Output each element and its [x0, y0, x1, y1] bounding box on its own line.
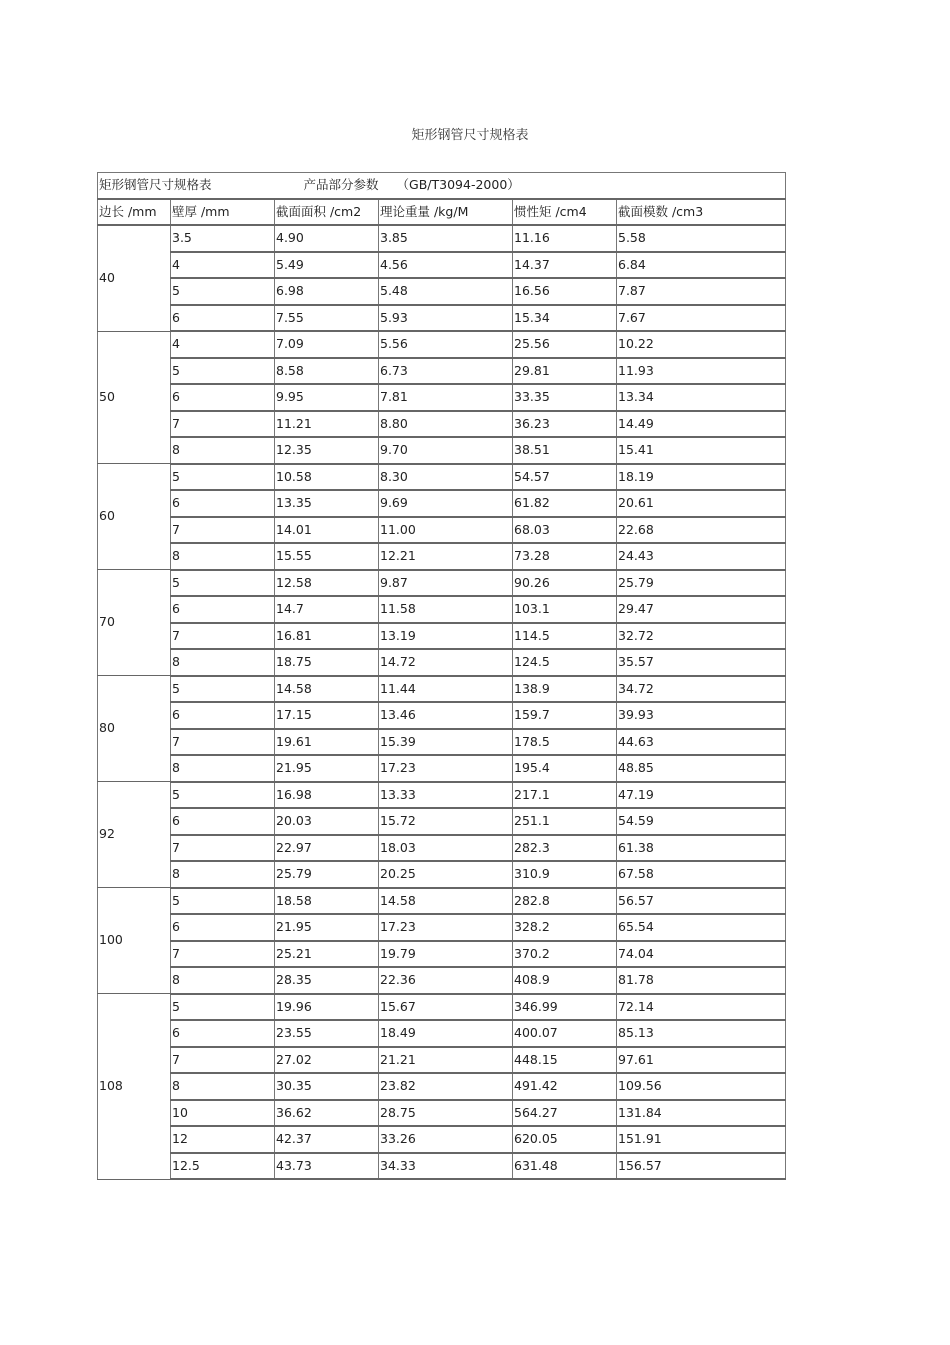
cell-area: 8.58 — [275, 358, 379, 385]
cell-inertia: 124.5 — [513, 649, 617, 676]
cell-inertia: 631.48 — [513, 1153, 617, 1180]
cell-inertia: 11.16 — [513, 225, 617, 252]
cell-side: 100 — [98, 888, 171, 994]
page-title: 矩形钢管尺寸规格表 — [411, 128, 529, 143]
cell-weight: 5.56 — [379, 331, 513, 358]
cell-modulus: 13.34 — [617, 384, 786, 411]
cell-side: 70 — [98, 570, 171, 676]
cell-area: 28.35 — [275, 967, 379, 994]
cell-thickness: 6 — [171, 384, 275, 411]
cell-inertia: 564.27 — [513, 1100, 617, 1127]
cell-side: 92 — [98, 782, 171, 888]
cell-thickness: 6 — [171, 808, 275, 835]
cell-thickness: 7 — [171, 941, 275, 968]
cell-inertia: 36.23 — [513, 411, 617, 438]
cell-thickness: 8 — [171, 649, 275, 676]
table-row — [98, 305, 786, 332]
cell-side: 108 — [98, 994, 171, 1180]
table-row — [98, 623, 786, 650]
cell-modulus: 22.68 — [617, 517, 786, 544]
cell-inertia: 33.35 — [513, 384, 617, 411]
header-weight: 理论重量 /kg/M — [379, 199, 513, 226]
cell-side: 60 — [98, 464, 171, 570]
cell-thickness: 7 — [171, 835, 275, 862]
table-row — [98, 967, 786, 994]
table-row — [98, 676, 786, 703]
cell-inertia: 68.03 — [513, 517, 617, 544]
cell-modulus: 7.87 — [617, 278, 786, 305]
table-row — [98, 596, 786, 623]
cell-weight: 9.70 — [379, 437, 513, 464]
table-row — [98, 437, 786, 464]
header-area: 截面面积 /cm2 — [275, 199, 379, 226]
cell-thickness: 6 — [171, 305, 275, 332]
cell-modulus: 109.56 — [617, 1073, 786, 1100]
cell-modulus: 85.13 — [617, 1020, 786, 1047]
cell-inertia: 217.1 — [513, 782, 617, 809]
cell-modulus: 72.14 — [617, 994, 786, 1021]
cell-weight: 34.33 — [379, 1153, 513, 1180]
cell-modulus: 29.47 — [617, 596, 786, 623]
cell-modulus: 44.63 — [617, 729, 786, 756]
cell-modulus: 67.58 — [617, 861, 786, 888]
cell-inertia: 282.3 — [513, 835, 617, 862]
cell-inertia: 73.28 — [513, 543, 617, 570]
cell-thickness: 6 — [171, 914, 275, 941]
cell-modulus: 54.59 — [617, 808, 786, 835]
cell-weight: 4.56 — [379, 252, 513, 279]
cell-modulus: 20.61 — [617, 490, 786, 517]
cell-area: 5.49 — [275, 252, 379, 279]
cell-area: 7.55 — [275, 305, 379, 332]
cell-inertia: 54.57 — [513, 464, 617, 491]
cell-modulus: 39.93 — [617, 702, 786, 729]
cell-area: 12.35 — [275, 437, 379, 464]
cell-modulus: 74.04 — [617, 941, 786, 968]
cell-area: 14.01 — [275, 517, 379, 544]
table-row — [98, 729, 786, 756]
cell-thickness: 8 — [171, 755, 275, 782]
cell-weight: 19.79 — [379, 941, 513, 968]
cell-weight: 6.73 — [379, 358, 513, 385]
cell-inertia: 310.9 — [513, 861, 617, 888]
cell-thickness: 7 — [171, 729, 275, 756]
cell-inertia: 195.4 — [513, 755, 617, 782]
cell-modulus: 35.57 — [617, 649, 786, 676]
cell-thickness: 7 — [171, 623, 275, 650]
cell-modulus: 10.22 — [617, 331, 786, 358]
header-inertia: 惯性矩 /cm4 — [513, 199, 617, 226]
cell-modulus: 151.91 — [617, 1126, 786, 1153]
cell-area: 18.58 — [275, 888, 379, 915]
caption-subtitle: 产品部分参数 — [303, 177, 379, 192]
cell-weight: 3.85 — [379, 225, 513, 252]
cell-weight: 8.30 — [379, 464, 513, 491]
header-side: 边长 /mm — [98, 199, 171, 226]
cell-inertia: 178.5 — [513, 729, 617, 756]
cell-modulus: 81.78 — [617, 967, 786, 994]
cell-inertia: 491.42 — [513, 1073, 617, 1100]
cell-thickness: 7 — [171, 517, 275, 544]
cell-thickness: 5 — [171, 888, 275, 915]
cell-modulus: 25.79 — [617, 570, 786, 597]
cell-inertia: 38.51 — [513, 437, 617, 464]
cell-area: 13.35 — [275, 490, 379, 517]
table-row — [98, 278, 786, 305]
cell-thickness: 12.5 — [171, 1153, 275, 1180]
cell-area: 10.58 — [275, 464, 379, 491]
table-row — [98, 835, 786, 862]
cell-weight: 33.26 — [379, 1126, 513, 1153]
cell-thickness: 7 — [171, 411, 275, 438]
cell-area: 19.61 — [275, 729, 379, 756]
cell-modulus: 61.38 — [617, 835, 786, 862]
cell-inertia: 159.7 — [513, 702, 617, 729]
cell-inertia: 14.37 — [513, 252, 617, 279]
cell-modulus: 65.54 — [617, 914, 786, 941]
cell-thickness: 8 — [171, 861, 275, 888]
cell-thickness: 8 — [171, 437, 275, 464]
cell-weight: 14.58 — [379, 888, 513, 915]
cell-weight: 21.21 — [379, 1047, 513, 1074]
cell-weight: 14.72 — [379, 649, 513, 676]
cell-weight: 18.03 — [379, 835, 513, 862]
cell-area: 43.73 — [275, 1153, 379, 1180]
cell-thickness: 6 — [171, 596, 275, 623]
cell-modulus: 47.19 — [617, 782, 786, 809]
cell-inertia: 103.1 — [513, 596, 617, 623]
cell-area: 42.37 — [275, 1126, 379, 1153]
cell-modulus: 11.93 — [617, 358, 786, 385]
table-row — [98, 1100, 786, 1127]
table-row — [98, 464, 786, 491]
cell-weight: 28.75 — [379, 1100, 513, 1127]
cell-modulus: 97.61 — [617, 1047, 786, 1074]
cell-modulus: 6.84 — [617, 252, 786, 279]
cell-thickness: 10 — [171, 1100, 275, 1127]
cell-thickness: 8 — [171, 543, 275, 570]
header-row — [98, 199, 786, 226]
cell-inertia: 15.34 — [513, 305, 617, 332]
cell-area: 7.09 — [275, 331, 379, 358]
cell-thickness: 6 — [171, 490, 275, 517]
table-row — [98, 1153, 786, 1180]
cell-weight: 15.39 — [379, 729, 513, 756]
table-row — [98, 861, 786, 888]
caption-table-name: 矩形钢管尺寸规格表 — [99, 177, 212, 192]
cell-weight: 11.58 — [379, 596, 513, 623]
cell-inertia: 400.07 — [513, 1020, 617, 1047]
cell-weight: 20.25 — [379, 861, 513, 888]
cell-modulus: 156.57 — [617, 1153, 786, 1180]
cell-area: 19.96 — [275, 994, 379, 1021]
table-row — [98, 331, 786, 358]
cell-thickness: 8 — [171, 967, 275, 994]
cell-area: 16.98 — [275, 782, 379, 809]
table-row — [98, 358, 786, 385]
cell-weight: 5.93 — [379, 305, 513, 332]
cell-inertia: 114.5 — [513, 623, 617, 650]
table-row — [98, 1047, 786, 1074]
cell-area: 25.79 — [275, 861, 379, 888]
cell-area: 36.62 — [275, 1100, 379, 1127]
cell-area: 30.35 — [275, 1073, 379, 1100]
table-row — [98, 252, 786, 279]
cell-inertia: 328.2 — [513, 914, 617, 941]
cell-modulus: 5.58 — [617, 225, 786, 252]
table-row — [98, 1073, 786, 1100]
cell-thickness: 6 — [171, 1020, 275, 1047]
cell-modulus: 131.84 — [617, 1100, 786, 1127]
table-row — [98, 702, 786, 729]
cell-inertia: 282.8 — [513, 888, 617, 915]
table-row — [98, 570, 786, 597]
cell-modulus: 56.57 — [617, 888, 786, 915]
cell-modulus: 34.72 — [617, 676, 786, 703]
cell-weight: 7.81 — [379, 384, 513, 411]
cell-modulus: 24.43 — [617, 543, 786, 570]
cell-thickness: 6 — [171, 702, 275, 729]
spec-table-body — [98, 173, 786, 1180]
table-caption — [98, 173, 786, 199]
cell-weight: 17.23 — [379, 914, 513, 941]
cell-modulus: 7.67 — [617, 305, 786, 332]
cell-thickness: 8 — [171, 1073, 275, 1100]
table-row — [98, 1020, 786, 1047]
cell-area: 25.21 — [275, 941, 379, 968]
header-modulus: 截面模数 /cm3 — [617, 199, 786, 226]
table-row — [98, 782, 786, 809]
table-row — [98, 755, 786, 782]
cell-modulus: 18.19 — [617, 464, 786, 491]
cell-weight: 15.67 — [379, 994, 513, 1021]
cell-weight: 22.36 — [379, 967, 513, 994]
cell-modulus: 48.85 — [617, 755, 786, 782]
cell-area: 23.55 — [275, 1020, 379, 1047]
cell-thickness: 5 — [171, 358, 275, 385]
cell-area: 11.21 — [275, 411, 379, 438]
cell-modulus: 14.49 — [617, 411, 786, 438]
cell-inertia: 16.56 — [513, 278, 617, 305]
cell-area: 15.55 — [275, 543, 379, 570]
cell-modulus: 15.41 — [617, 437, 786, 464]
cell-area: 27.02 — [275, 1047, 379, 1074]
table-row — [98, 808, 786, 835]
cell-weight: 17.23 — [379, 755, 513, 782]
cell-inertia: 251.1 — [513, 808, 617, 835]
header-thickness: 壁厚 /mm — [171, 199, 275, 226]
cell-area: 21.95 — [275, 755, 379, 782]
cell-area: 20.03 — [275, 808, 379, 835]
table-row — [98, 1126, 786, 1153]
table-row — [98, 384, 786, 411]
cell-thickness: 5 — [171, 570, 275, 597]
cell-area: 17.15 — [275, 702, 379, 729]
cell-thickness: 7 — [171, 1047, 275, 1074]
cell-weight: 13.46 — [379, 702, 513, 729]
cell-weight: 12.21 — [379, 543, 513, 570]
cell-inertia: 29.81 — [513, 358, 617, 385]
cell-weight: 5.48 — [379, 278, 513, 305]
cell-weight: 11.00 — [379, 517, 513, 544]
cell-side: 50 — [98, 331, 171, 464]
table-row — [98, 994, 786, 1021]
table-row — [98, 543, 786, 570]
cell-thickness: 12 — [171, 1126, 275, 1153]
cell-inertia: 138.9 — [513, 676, 617, 703]
cell-area: 16.81 — [275, 623, 379, 650]
cell-modulus: 32.72 — [617, 623, 786, 650]
cell-area: 21.95 — [275, 914, 379, 941]
cell-weight: 18.49 — [379, 1020, 513, 1047]
cell-weight: 13.19 — [379, 623, 513, 650]
cell-weight: 23.82 — [379, 1073, 513, 1100]
cell-inertia: 370.2 — [513, 941, 617, 968]
cell-thickness: 4 — [171, 331, 275, 358]
cell-weight: 9.69 — [379, 490, 513, 517]
cell-area: 9.95 — [275, 384, 379, 411]
cell-inertia: 408.9 — [513, 967, 617, 994]
table-row — [98, 490, 786, 517]
cell-side: 80 — [98, 676, 171, 782]
caption-row — [98, 173, 786, 199]
table-row — [98, 888, 786, 915]
spec-table — [97, 172, 786, 1180]
cell-weight: 15.72 — [379, 808, 513, 835]
cell-area: 4.90 — [275, 225, 379, 252]
cell-weight: 8.80 — [379, 411, 513, 438]
cell-thickness: 4 — [171, 252, 275, 279]
table-row — [98, 411, 786, 438]
cell-inertia: 346.99 — [513, 994, 617, 1021]
caption-standard: （GB/T3094-2000） — [396, 177, 520, 192]
cell-thickness: 5 — [171, 782, 275, 809]
cell-area: 14.7 — [275, 596, 379, 623]
cell-weight: 11.44 — [379, 676, 513, 703]
cell-area: 12.58 — [275, 570, 379, 597]
cell-area: 14.58 — [275, 676, 379, 703]
cell-inertia: 25.56 — [513, 331, 617, 358]
cell-thickness: 5 — [171, 464, 275, 491]
cell-thickness: 5 — [171, 994, 275, 1021]
cell-thickness: 5 — [171, 676, 275, 703]
table-row — [98, 225, 786, 252]
table-row — [98, 914, 786, 941]
cell-area: 18.75 — [275, 649, 379, 676]
cell-side: 40 — [98, 225, 171, 331]
cell-thickness: 5 — [171, 278, 275, 305]
cell-inertia: 90.26 — [513, 570, 617, 597]
cell-weight: 9.87 — [379, 570, 513, 597]
cell-inertia: 448.15 — [513, 1047, 617, 1074]
cell-inertia: 620.05 — [513, 1126, 617, 1153]
table-row — [98, 941, 786, 968]
table-row — [98, 517, 786, 544]
cell-area: 6.98 — [275, 278, 379, 305]
cell-thickness: 3.5 — [171, 225, 275, 252]
cell-weight: 13.33 — [379, 782, 513, 809]
cell-inertia: 61.82 — [513, 490, 617, 517]
table-row — [98, 649, 786, 676]
cell-area: 22.97 — [275, 835, 379, 862]
